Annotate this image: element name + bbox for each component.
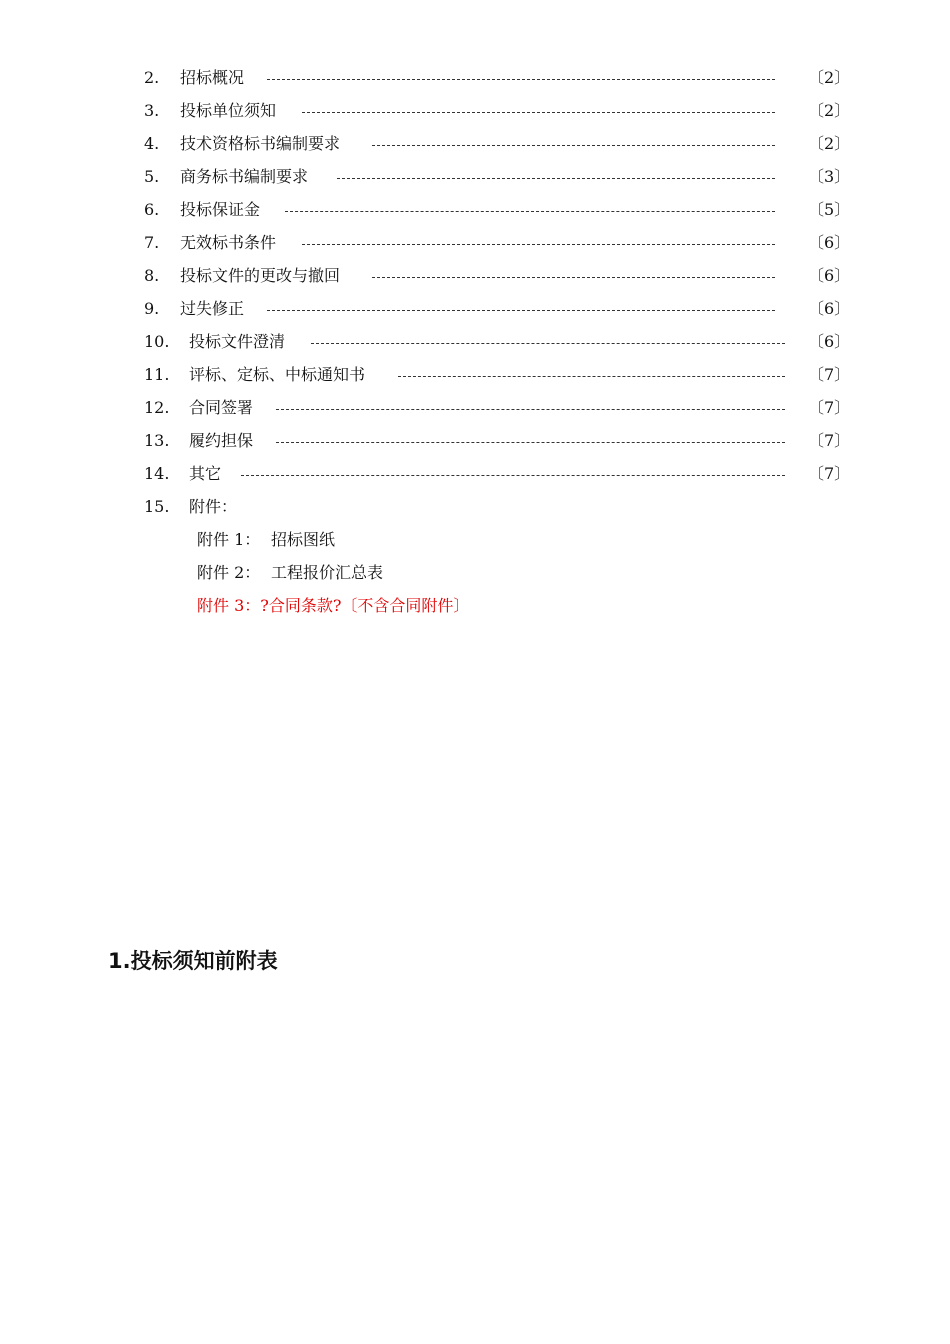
toc-number: 5. <box>144 167 160 186</box>
toc-number: 10. <box>144 332 170 351</box>
toc-title: 投标单位须知 <box>180 101 277 120</box>
toc-title: 商务标书编制要求 <box>180 167 309 186</box>
attachment-3-note: 附件 3：?合同条款?〔不含合同附件〕 <box>197 596 470 615</box>
toc-leader <box>276 409 785 410</box>
toc-leader <box>302 112 775 113</box>
attachment-item <box>197 563 383 583</box>
toc-item <box>0 431 950 464</box>
toc-leader <box>267 79 775 80</box>
toc-item <box>0 464 950 497</box>
toc-page: 〔7〕 <box>808 398 851 417</box>
toc-page: 〔6〕 <box>808 266 851 285</box>
toc-title: 其它 <box>189 464 222 483</box>
toc-number: 4. <box>144 134 160 153</box>
section-heading: 1.投标须知前附表 <box>108 949 278 973</box>
toc-number: 13. <box>144 431 170 450</box>
toc-page: 〔5〕 <box>808 200 851 219</box>
toc-leader <box>311 343 785 344</box>
toc-title: 投标文件的更改与撤回 <box>180 266 341 285</box>
toc-item <box>0 497 950 530</box>
toc-title: 投标保证金 <box>180 200 261 219</box>
toc-page: 〔6〕 <box>808 299 851 318</box>
toc-title: 履约担保 <box>189 431 254 450</box>
toc-item <box>0 365 950 398</box>
toc-title: 合同签署 <box>189 398 254 417</box>
toc-number: 8. <box>144 266 160 285</box>
attachment-title: 招标图纸 <box>271 530 336 549</box>
toc-number: 9. <box>144 299 160 318</box>
toc-item <box>0 233 950 266</box>
toc-number: 2. <box>144 68 160 87</box>
toc-item <box>0 266 950 299</box>
toc-page: 〔6〕 <box>808 332 851 351</box>
toc-leader <box>267 310 775 311</box>
toc-leader <box>276 442 785 443</box>
toc-page: 〔3〕 <box>808 167 851 186</box>
toc-title: 过失修正 <box>180 299 245 318</box>
attachment-title: 工程报价汇总表 <box>271 563 384 582</box>
toc-item <box>0 200 950 233</box>
toc-page: 〔7〕 <box>808 431 851 450</box>
toc-page: 〔2〕 <box>808 134 851 153</box>
toc-number: 15. <box>144 497 170 516</box>
toc-title: 技术资格标书编制要求 <box>180 134 341 153</box>
attachment-label: 附件 2： <box>197 563 261 582</box>
toc-leader <box>241 475 785 476</box>
toc-item <box>0 134 950 167</box>
toc-page: 〔7〕 <box>808 365 851 384</box>
toc-title: 无效标书条件 <box>180 233 277 252</box>
toc-item <box>0 167 950 200</box>
toc-leader <box>372 277 775 278</box>
toc-leader <box>302 244 775 245</box>
toc-leader <box>372 145 775 146</box>
toc-leader <box>337 178 775 179</box>
toc-item <box>0 398 950 431</box>
toc-page: 〔2〕 <box>808 68 851 87</box>
attachment-item <box>197 530 335 550</box>
toc-page: 〔6〕 <box>808 233 851 252</box>
toc-title: 附件： <box>189 497 238 516</box>
toc-title: 评标、定标、中标通知书 <box>189 365 366 384</box>
toc-number: 7. <box>144 233 160 252</box>
toc-title: 招标概况 <box>180 68 245 87</box>
toc-item <box>0 68 950 101</box>
toc-leader <box>398 376 785 377</box>
toc-page: 〔7〕 <box>808 464 851 483</box>
toc-number: 6. <box>144 200 160 219</box>
toc-title: 投标文件澄清 <box>189 332 286 351</box>
toc-page: 〔2〕 <box>808 101 851 120</box>
toc-number: 14. <box>144 464 170 483</box>
toc-item <box>0 101 950 134</box>
toc-number: 12. <box>144 398 170 417</box>
attachment-label: 附件 1： <box>197 530 261 549</box>
toc-leader <box>285 211 775 212</box>
toc-item <box>0 299 950 332</box>
toc-item <box>0 332 950 365</box>
toc-number: 11. <box>144 365 170 384</box>
toc-number: 3. <box>144 101 160 120</box>
